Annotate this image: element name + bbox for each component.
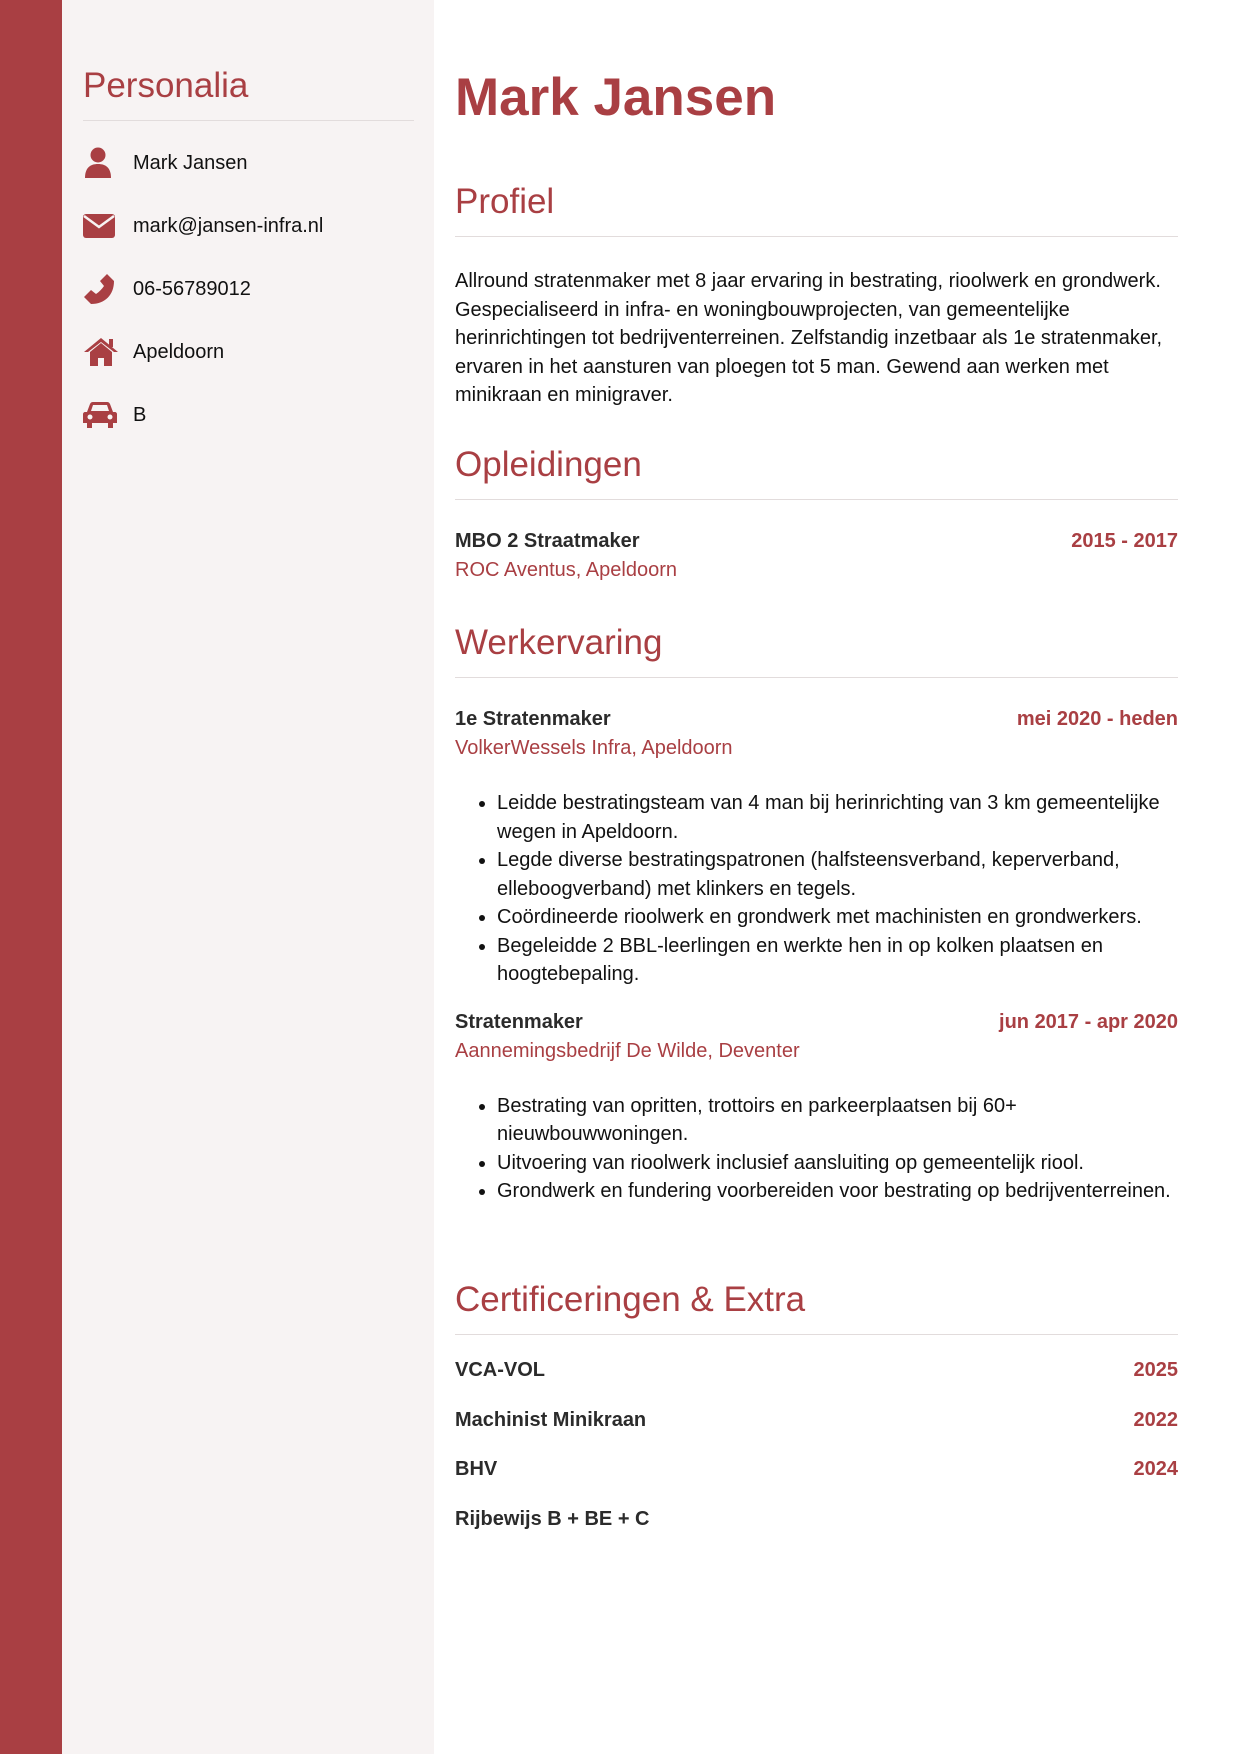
job-employer: Aannemingsbedrijf De Wilde, Deventer	[455, 1039, 800, 1062]
experience-section	[455, 620, 1178, 1206]
contact-item-license	[83, 395, 414, 435]
list-item: • Grondwerk en fundering voorbereiden voor bestrating op bedrijventerreinen.	[497, 1177, 1178, 1206]
contact-item-location	[83, 332, 414, 372]
job-title: 1e Stratenmaker	[455, 708, 611, 730]
job-date: mei 2020 - heden	[1016, 708, 1178, 730]
education-institution: ROC Aventus, Apeldoorn	[455, 559, 677, 581]
list-item: • Bestrating van opritten, trottoirs en parkeerplaatsen bij 60+ nieuwbouwwoningen.	[497, 1092, 1178, 1149]
list-item: • Coördineerde rioolwerk en grondwerk met machinisten en grondwerkers.	[497, 903, 1178, 932]
certifications-divider	[455, 1334, 1178, 1335]
education-section	[455, 442, 1178, 582]
contact-item-phone[interactable]	[83, 269, 414, 309]
certification-year: 2022	[1133, 1408, 1178, 1431]
profile-text: Allround stratenmaker met 8 jaar ervaring in bestrating, rioolwerk en grondwerk. Gespecialiseerd in infra- en woningbouwprojecten, van gemeentelijke herinrichtingen tot bedrijventerreinen. Zelfstandig inzetbaar als 1e stratenmaker, ervaren in het aansturen van ploegen tot 5 man. Gewend aan werken met minikraan en minigraver.	[455, 270, 1163, 406]
list-item: • Uitvoering van rioolwerk inclusief aansluiting op gemeentelijk riool.	[497, 1149, 1178, 1178]
education-divider	[455, 499, 1178, 500]
education-heading: Opleidingen	[455, 445, 642, 484]
job-title: Stratenmaker	[455, 1010, 583, 1033]
experience-entry	[455, 708, 1178, 989]
experience-entry	[455, 1011, 1178, 1206]
main-content	[455, 0, 1178, 1754]
job-date: jun 2017 - apr 2020	[999, 1010, 1178, 1033]
certifications-list	[455, 1359, 1178, 1557]
list-item: • Legde diverse bestratingspatronen (halfsteensverband, keperverband, elleboogverband) met klinkers en tegels.	[497, 846, 1178, 903]
envelope-icon	[83, 208, 119, 244]
certification-name: Machinist Minikraan	[455, 1408, 647, 1431]
car-icon	[83, 397, 119, 433]
job-bullet-list	[455, 1092, 1178, 1206]
certification-name: Rijbewijs B + BE + C	[455, 1507, 650, 1530]
certification-year: 2024	[1133, 1458, 1178, 1480]
list-item	[455, 1508, 1178, 1558]
phone-icon	[83, 271, 119, 307]
certifications-heading: Certificeringen & Extra	[455, 1280, 806, 1319]
education-entry-header	[455, 530, 1178, 553]
profile-section	[455, 179, 1178, 410]
certifications-section	[455, 1277, 1178, 1557]
accent-strip	[0, 0, 62, 1754]
profile-heading: Profiel	[455, 182, 555, 221]
education-title: MBO 2 Straatmaker	[455, 530, 640, 552]
experience-entry-header	[455, 1011, 1178, 1034]
certification-year: 2025	[1133, 1359, 1178, 1381]
sidebar-heading: Personalia	[83, 66, 249, 105]
contact-location: Apeldoorn	[133, 340, 225, 363]
list-item: • Begeleidde 2 BBL-leerlingen en werkte hen in op kolken plaatsen en hoogtebepaling.	[497, 932, 1178, 989]
experience-entry-header	[455, 708, 1178, 731]
contact-email[interactable]: mark@jansen-infra.nl	[133, 214, 324, 237]
sidebar-divider	[83, 120, 414, 121]
page-title: Mark Jansen	[455, 68, 777, 127]
contact-drivers-license: B	[133, 403, 147, 426]
certification-name: BHV	[455, 1458, 498, 1480]
certification-name: VCA-VOL	[455, 1359, 545, 1381]
home-icon	[83, 334, 119, 370]
experience-heading: Werkervaring	[455, 623, 663, 662]
contact-item-name	[83, 143, 414, 183]
job-bullet-list	[455, 789, 1178, 989]
experience-divider	[455, 677, 1178, 678]
job-employer: VolkerWessels Infra, Apeldoorn	[455, 737, 733, 759]
contact-name: Mark Jansen	[133, 151, 248, 174]
contact-list	[83, 143, 414, 435]
profile-divider	[455, 236, 1178, 237]
sidebar	[62, 0, 434, 1754]
education-date: 2015 - 2017	[1071, 530, 1178, 552]
list-item	[455, 1359, 1178, 1409]
contact-phone[interactable]: 06-56789012	[133, 277, 251, 300]
contact-item-email[interactable]	[83, 206, 414, 246]
list-item	[455, 1409, 1178, 1459]
list-item	[455, 1458, 1178, 1508]
list-item: • Leidde bestratingsteam van 4 man bij herinrichting van 3 km gemeentelijke wegen in Apeldoorn.	[497, 789, 1178, 846]
education-entry	[455, 530, 1178, 582]
user-icon	[83, 145, 119, 181]
